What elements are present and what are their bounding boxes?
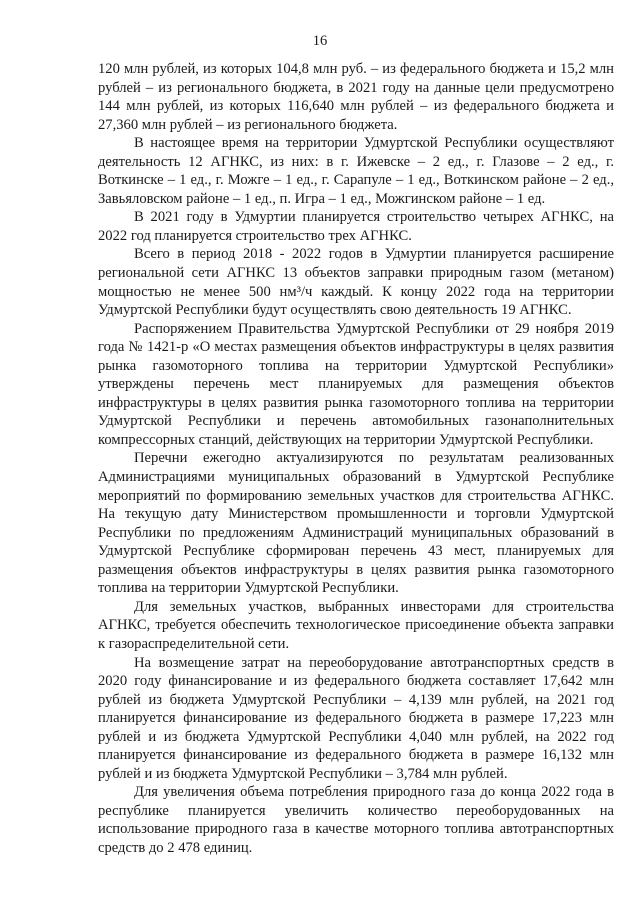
paragraph-lists-updated: Перечни ежегодно актуализируются по результатам реализованных Администрациями муниципальных образований в Удмуртской Республике мероприятий по формированию земельных участков для строительства АГНКС. На текущую дату Министерством промышленности и торговли Удмуртской Республики по предложениям Администраций муниципальных образований в Удмуртской Республике сформирован перечень 43 мест, планируемых для размещения объектов инфраструктуры в целях развития рынка газомоторного топлива на территории Удмуртской Республики.	[98, 450, 614, 597]
paragraph-network-expansion: Всего в период 2018 - 2022 годов в Удмуртии планируется расширение региональной сети АГНКС 13 объектов заправки природным газом (метаном) мощностью не менее 500 нм³/ч каждый. К концу 2022 года на территории Удмуртской Республики будут осуществлять свою деятельность 19 АГНКС.	[98, 246, 614, 319]
paragraph-funding: На возмещение затрат на переоборудование автотранспортных средств в 2020 году финансирование и из федерального бюджета составляет 17,642 млн рублей из бюджета Удмуртской Республики – 4,139 млн рублей, на 2021 год планируется финансирование из федерального бюджета в размере 17,223 млн рублей и из бюджета Удмуртской Республики 4,040 млн рублей, на 2022 год планируется финансирование из федерального бюджета в размере 16,132 млн рублей и из бюджета Удмуртской Республики – 3,784 млн рублей.	[98, 654, 614, 782]
paragraph-government-order: Распоряжением Правительства Удмуртской Республики от 29 ноября 2019 года № 1421-р «О местах размещения объектов инфраструктуры в целях развития рынка газомоторного топлива на территории Удмуртской Республики» утверждены перечень мест планируемых для размещения объектов инфраструктуры в целях развития рынка газомоторного топлива на территории Удмуртской Республики и перечень автомобильных газонаполнительных компрессорных станций, действующих на территории Удмуртской Республики.	[98, 320, 614, 448]
page-number: 16	[312, 33, 328, 49]
document-body	[98, 60, 614, 858]
paragraph-continuation: 120 млн рублей, из которых 104,8 млн руб. – из федерального бюджета и 15,2 млн рублей – из регионального бюджета, в 2021 году на данные цели предусмотрено 144 млн рублей, из которых 116,640 млн рублей – из федерального бюджета и 27,360 млн рублей – из регионального бюджета.	[98, 61, 614, 133]
paragraph-land-plots: Для земельных участков, выбранных инвесторами для строительства АГНКС, требуется обеспечить технологическое присоединение объекта заправки к газораспределительной сети.	[98, 598, 614, 652]
paragraph-construction-plan: В 2021 году в Удмуртии планируется строительство четырех АГНКС, на 2022 год планируется строительство трех АГНКС.	[98, 209, 614, 244]
paragraph-active-agnks: В настоящее время на территории Удмуртской Республики осуществляют деятельность 12 АГНКС, из них: в г. Ижевске – 2 ед., г. Глазове – 2 ед., г. Воткинске – 1 ед., г. Можге – 1 ед., г. Сарапуле – 1 ед., Воткинском районе – 2 ед., Завьяловском районе – 1 ед., п. Игра – 1 ед., Можгинском районе – 1 ед.	[98, 135, 614, 207]
paragraph-gas-consumption: Для увеличения объема потребления природного газа до конца 2022 года в республике планируется увеличить количество переоборудованных на использование природного газа в качестве моторного топлива автотранспортных средств до 2 478 единиц.	[98, 784, 614, 856]
